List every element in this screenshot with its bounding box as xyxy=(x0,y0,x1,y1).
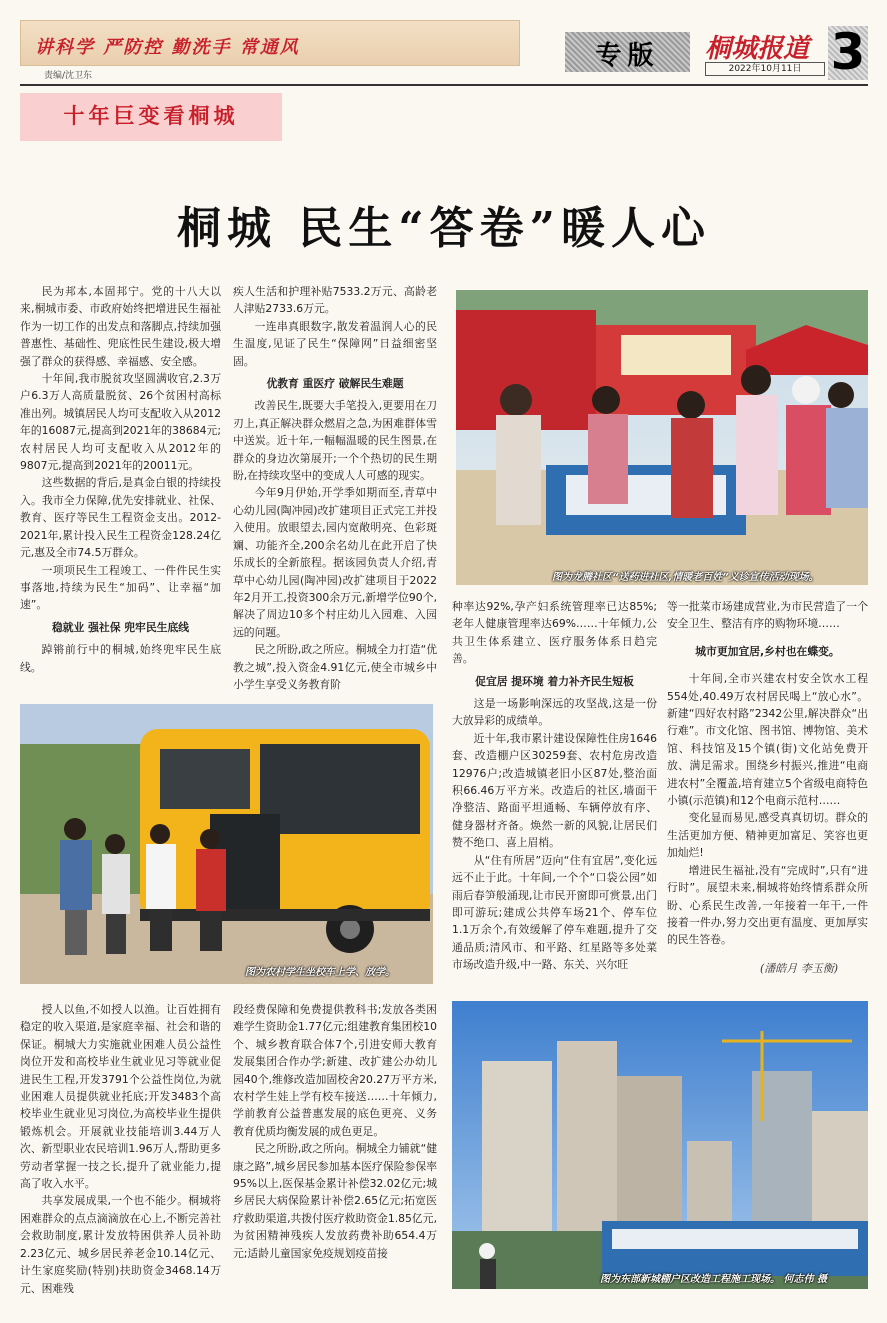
paragraph: 变化显而易见,感受真真切切。群众的生活更加方便、精神更加富足、笑容也更加灿烂! xyxy=(667,811,868,860)
paragraph: 踔锵前行中的桐城,始终兜牢民生底线。 xyxy=(20,643,221,674)
masthead-logo: 桐城报道 xyxy=(705,34,810,64)
subheading: 稳就业 强社保 兜牢民生底线 xyxy=(51,620,190,634)
paragraph: 疾人生活和护理补贴7533.2万元、高龄老人津贴2733.6万元。 xyxy=(233,285,437,316)
page-headline: 桐城 民生“答卷”暖人心 xyxy=(177,203,711,254)
article-column-6 xyxy=(233,1001,437,1299)
paragraph: 这些数据的背后,是真金白银的持续投入。我市全力保障,优先安排就业、社保、教育、医疗等民生工程资金支出。2012-2021年,累计投入民生工程资金128.24亿元,惠及全市74.5万群众。 xyxy=(20,476,221,560)
header-divider xyxy=(20,84,868,86)
paragraph: 一项项民生工程竣工、一件件民生实事落地,持续为民生“加码”、让幸福“加速”。 xyxy=(20,563,221,612)
paragraph: 民为邦本,本固邦宁。党的十八大以来,桐城市委、市政府始终把增进民生福祉作为一切工作的出发点和落脚点,持续加强普惠性、基础性、兜底性民生建设,极大增强了群众的获得感、幸福感、安全感。 xyxy=(20,285,221,368)
paragraph: 一连串真眼数字,散发着温润人心的民生温度,见证了民生“保障网”日益细密坚固。 xyxy=(233,319,437,368)
paragraph: 共享发展成果,一个也不能少。桐城将困难群众的点点滴滴放在心上,不断完善社会救助制度,累计发放特困供养人员补助2.23亿元、城乡居民养老金10.14亿元、计生家庭奖励(特别)扶助资金3468.14万元、困难残 xyxy=(20,1194,221,1295)
paragraph: 十年间,我市脱贫攻坚圆满收官,2.3万户6.3万人高质量脱贫、26个贫困村高标准出列。城镇居民人均可支配收入从2012年的16087元,提高到2021年的38684元;农村居民人均可支配收入从2012年的9807元,提高到2021年的20011元。 xyxy=(20,372,221,473)
subheading: 城市更加宜居,乡村也在蝶变。 xyxy=(695,644,840,658)
paragraph: 增进民生福祉,没有“完成时”,只有“进行时”。展望未来,桐城将始终情系群众所盼、心系民生改善,一年接着一年干,一件接着一件办,努力交出更有温度、更加厚实的民生答卷。 xyxy=(667,863,868,947)
paragraph: 十年间,全市兴建农村安全饮水工程554处,40.49万农村居民喝上“放心水”。新建“四好农村路”2342公里,解决群众“出行难”。市文化馆、图书馆、博物馆、美术馆、科技馆及15个镇(街)文化站免费开放、满足需求。围绕乡村振兴,推进“电商进农村”全覆盖,培育建立5个省级电商特色小镇(示范镇)和12个电商示范村…… xyxy=(667,672,868,808)
article-column-1 xyxy=(20,283,221,703)
paragraph: 改善民生,既要大手笔投入,更要用在刀刃上,真正解决群众燃眉之急,为困难群体雪中送炭。近十年,一幅幅温暖的民生图景,在群众的身边次第展开;一个个热切的民生期盼,在持续攻坚中的变成人人可感的现实。 xyxy=(233,399,437,483)
photo-caption: 图为农村学生坐校车上学、放学。 xyxy=(245,967,395,978)
kicker-title: 十年巨变看桐城 xyxy=(63,103,239,128)
issue-date: 2022年10月11日 xyxy=(705,62,825,76)
editors-credit: 责编/沈卫东 xyxy=(44,71,93,81)
paragraph: 民之所盼,政之所应。桐城全力打造“优教之城”,投入资金4.91亿元,使全市城乡中小学生享受义务教育阶 xyxy=(233,643,437,691)
article-column-5 xyxy=(20,1001,221,1299)
paragraph: 授人以鱼,不如授人以渔。让百姓拥有稳定的收入渠道,是家庭幸福、社会和谐的保证。桐城大力实施就业困难人员公益性岗位开发和高校毕业生就业见习等就业促进民生工程,开发3791个公益性岗位,为就业困难人员提供就业托底;开发3483个高校毕业生就业见习岗位,为高校毕业生提供锻炼机会。开展就业技能培训3.44万人次、新型职业农民培训1.96万人,帮助更多劳动者掌握一技之长,提升了就业能力,提高了收入水平。 xyxy=(20,1003,221,1191)
paragraph: 种率达92%,孕产妇系统管理率已达85%;老年人健康管理率达69%……十年倾力,公共卫生体系建立、医疗服务体系日趋完善。 xyxy=(452,600,657,666)
paragraph: 民之所盼,政之所向。桐城全力铺就“健康之路”,城乡居民参加基本医疗保险参保率95%以上,医保基金累计补偿32.02亿元;城乡居民大病保险累计补偿2.65亿元;拓宽医疗救助渠道,共拨付医疗救助资金1.85亿元,为贫困精神残疾人发放药费补助654.4万元;适龄儿童国家免疫规划疫苗接 xyxy=(233,1142,437,1260)
slogan-text: 讲科学 严防控 勤洗手 常通风 xyxy=(35,37,300,58)
author-byline: (潘皓月 李玉衡) xyxy=(760,962,839,975)
page-number: 3 xyxy=(828,26,868,80)
article-column-3 xyxy=(452,598,657,984)
paragraph: 等一批菜市场建成营业,为市民营造了一个安全卫生、整洁有序的购物环境…… xyxy=(667,600,868,631)
article-column-2 xyxy=(233,283,437,703)
subheading: 优教育 重医疗 破解民生难题 xyxy=(266,377,404,391)
subheading: 促宜居 提环境 着力补齐民生短板 xyxy=(475,674,634,688)
paragraph: 这是一场影响深远的攻坚战,这是一份大放异彩的成绩单。 xyxy=(452,697,657,728)
photo-school-bus xyxy=(20,704,433,984)
article-column-4 xyxy=(667,598,868,958)
photo-caption: 图为东部新城棚户区改造工程施工现场。 何志伟 摄 xyxy=(600,1274,827,1285)
section-tag: 专版 xyxy=(595,41,660,71)
paragraph: 近十年,我市累计建设保障性住房1646套、改造棚户区30259套、农村危房改造12976户;改造城镇老旧小区87处,整治面积66.46万平方米。改造后的社区,墙面干净整洁、路面平坦通畅、车辆停放有序、健身器材齐备。焕然一新的风貌,让居民们赞不绝口、喜上眉梢。 xyxy=(452,731,657,850)
paragraph: 从“住有所居”迈向“住有宜居”,变化远远不止于此。十年间,一个个“口袋公园”如雨后春笋般涌现,让市民开窗即可赏景,出门即可游玩;建成公共停车场21个、停车位1.1万余个,有效缓解了停车难题,提升了交通品质;清风市、和平路、红星路等多处菜市场改造升级,中一路、东关、兴尔旺 xyxy=(452,853,657,972)
photo-medical-event xyxy=(456,290,868,585)
paragraph: 今年9月伊始,开学季如期而至,青草中心幼儿园(陶冲园)改扩建项目正式完工并投入使用。放眼望去,园内宽敞明亮、色彩斑斓、功能齐全,200余名幼儿在此开启了快乐成长的全新旅程。据该园负责人介绍,青草中心幼儿园(陶冲园)改扩建项目于2022年2月开工,投资300余万元,新增学位90个,解决了周边10多个村庄幼儿入园难、入园远的问题。 xyxy=(233,486,437,639)
photo-construction xyxy=(452,1001,868,1289)
paragraph: 段经费保障和免费提供教科书;发放各类困难学生资助金1.77亿元;组建教育集团校10个、城乡教育联合体7个,引进安师大教育发展集团合作办学;新建、改扩建公办幼儿园40个,维修改造加固校舍20.27万平方米,农村学生娃上学有校车接送……十年倾力,学前教育公益普惠发展的底色更亮、义务教育优质均衡发展的成色更足。 xyxy=(233,1003,437,1138)
photo-caption: 图为龙腾社区“送药进社区,情暖老百姓”义诊宣传活动现场。 xyxy=(552,572,819,583)
